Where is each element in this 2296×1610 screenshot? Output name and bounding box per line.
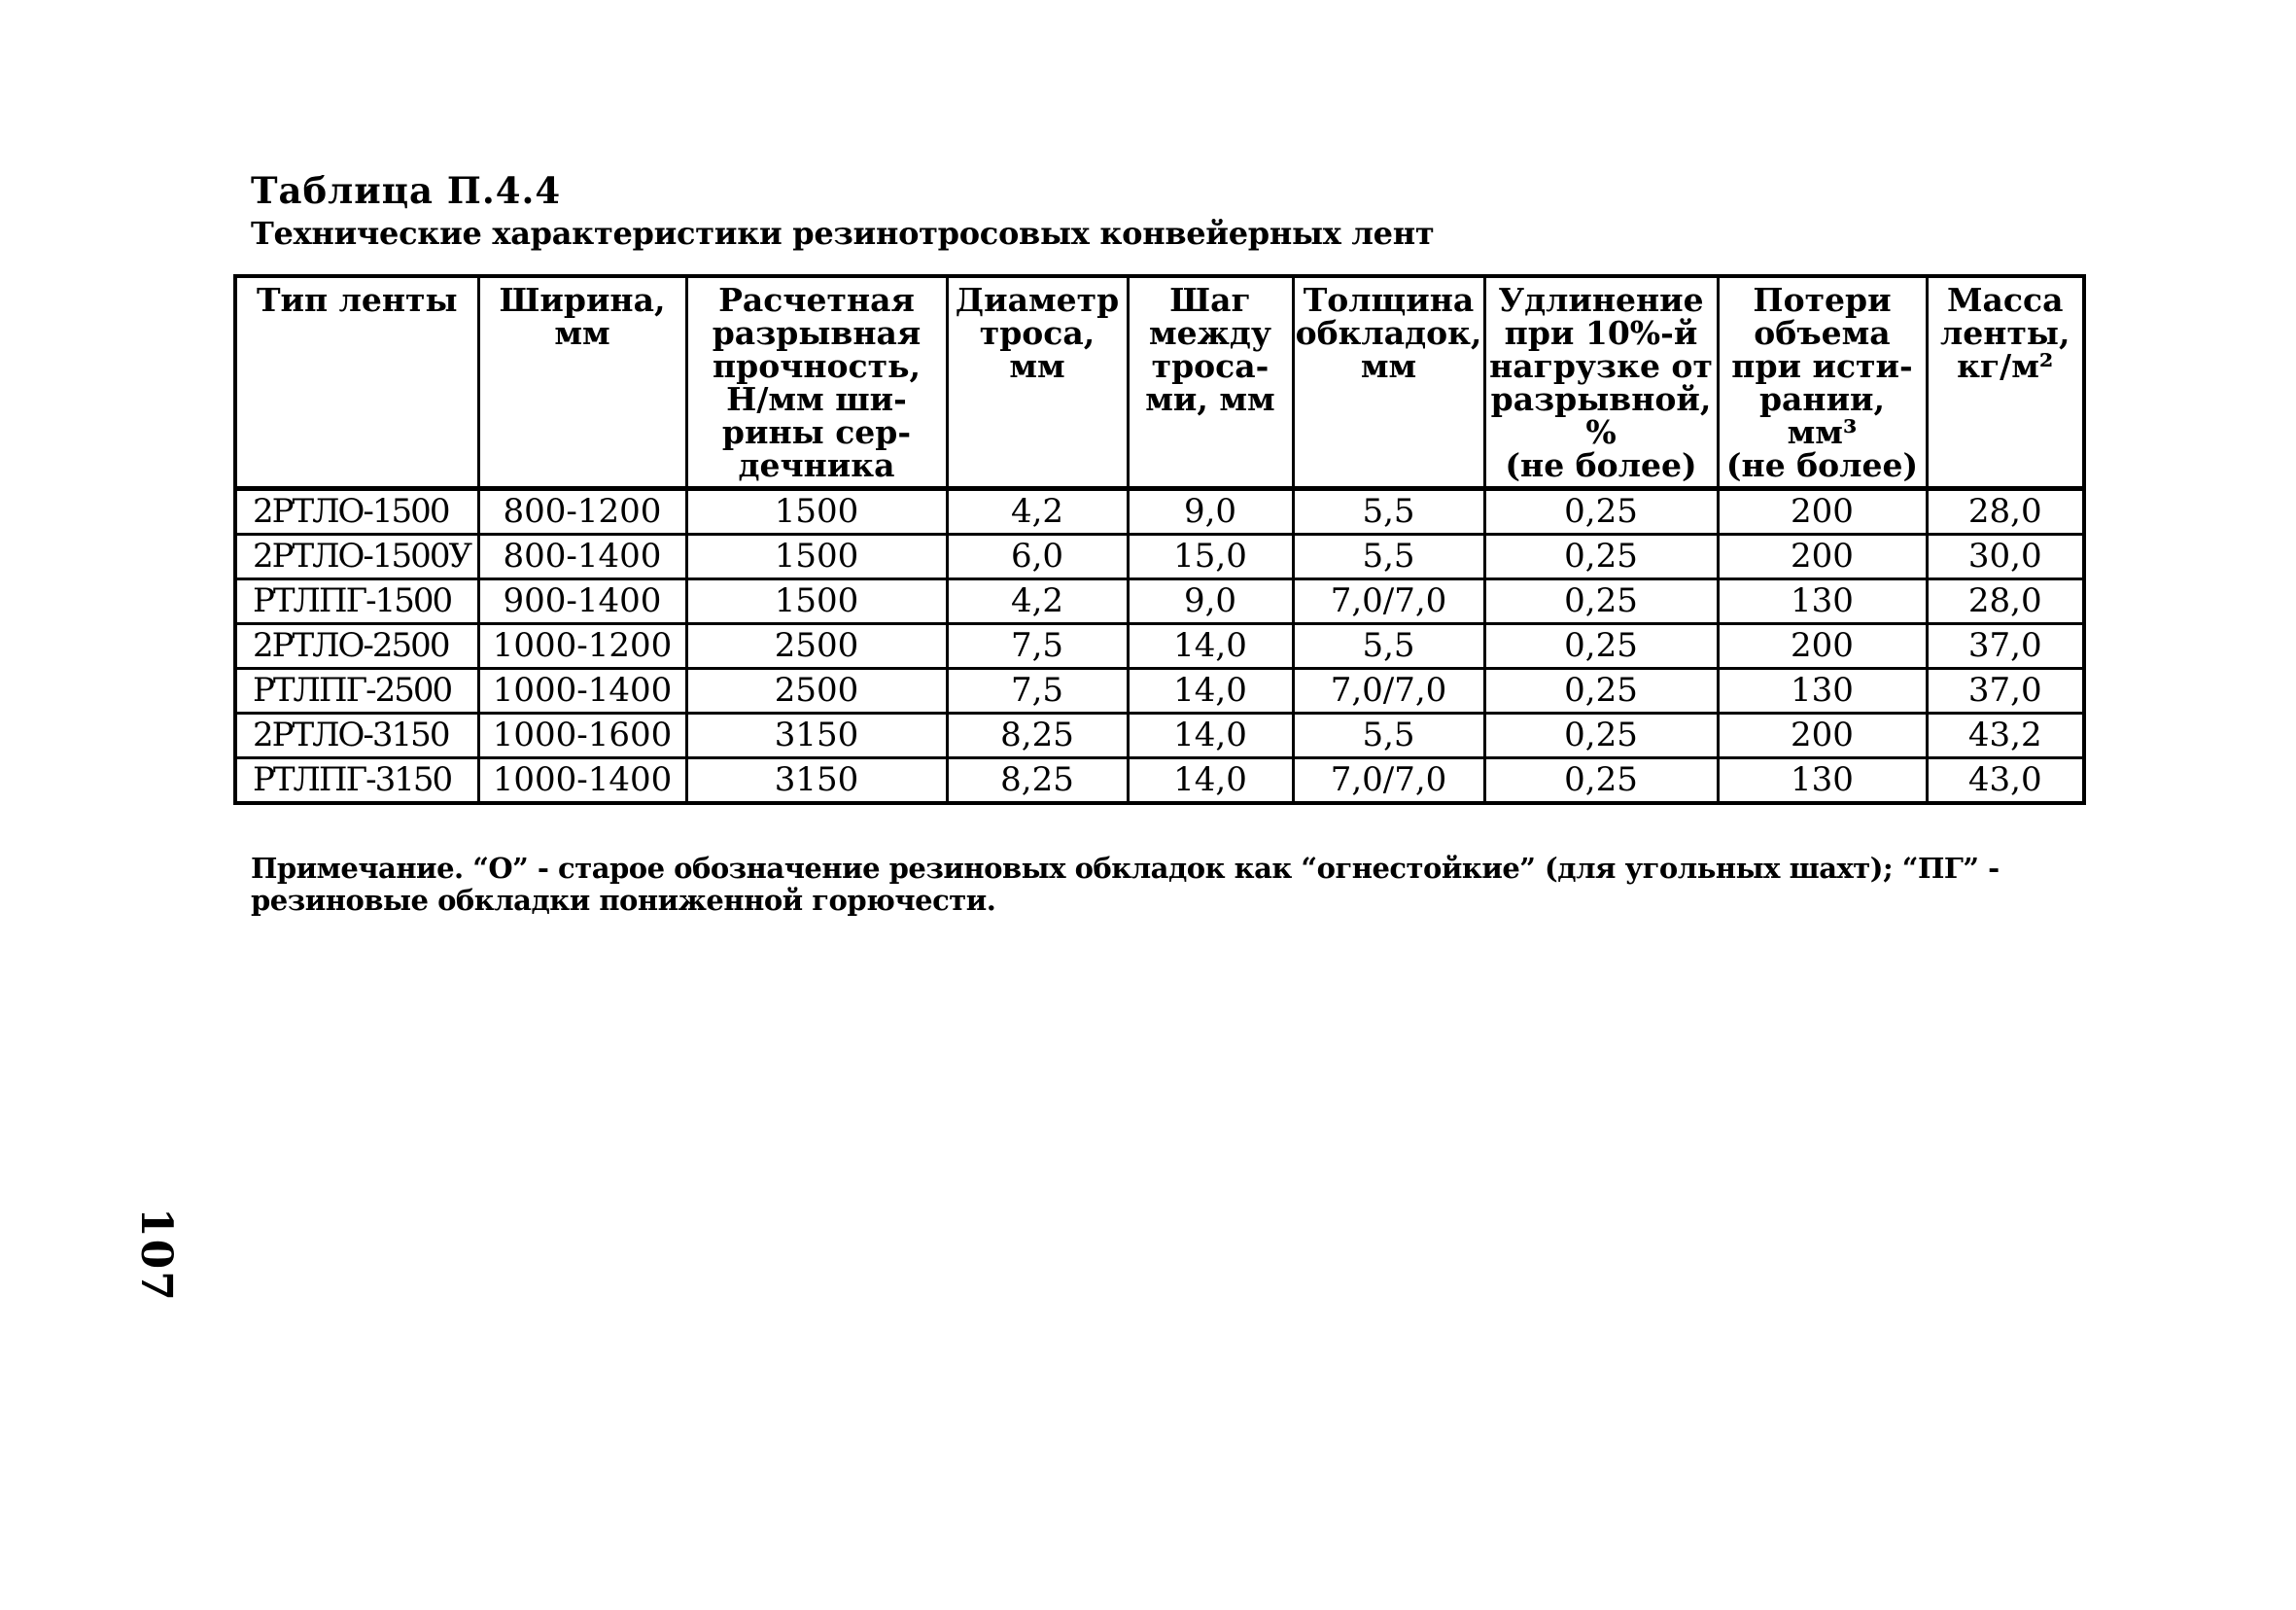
table-row (235, 578, 2084, 623)
cell-breaking-strength: 2500 (686, 623, 947, 668)
table-row (235, 623, 2084, 668)
cell-belt-mass: 43,0 (1927, 757, 2084, 803)
cell-cable-diameter: 6,0 (947, 534, 1128, 578)
cell-breaking-strength: 1500 (686, 534, 947, 578)
cell-elongation: 0,25 (1484, 668, 1718, 713)
header-cover-thickness: Толщина обкладок, мм (1293, 276, 1484, 488)
cell-cover-thickness: 5,5 (1293, 488, 1484, 534)
cell-belt-type: 2РТЛО-1500 (235, 488, 478, 534)
cell-width: 1000-1200 (478, 623, 686, 668)
table-row (235, 757, 2084, 803)
cell-abrasion-loss: 200 (1718, 534, 1927, 578)
cell-belt-type: 2РТЛО-2500 (235, 623, 478, 668)
cell-width: 1000-1600 (478, 713, 686, 757)
cell-belt-mass: 30,0 (1927, 534, 2084, 578)
cell-breaking-strength: 3150 (686, 757, 947, 803)
cell-belt-mass: 37,0 (1927, 668, 2084, 713)
header-belt-type: Тип ленты (235, 276, 478, 488)
cell-belt-type: РТЛПГ-3150 (235, 757, 478, 803)
cell-breaking-strength: 1500 (686, 578, 947, 623)
cell-cable-diameter: 7,5 (947, 668, 1128, 713)
cell-width: 800-1400 (478, 534, 686, 578)
cell-cover-thickness: 5,5 (1293, 623, 1484, 668)
cell-width: 900-1400 (478, 578, 686, 623)
cell-cable-diameter: 8,25 (947, 757, 1128, 803)
cell-cable-pitch: 9,0 (1128, 578, 1293, 623)
cell-cable-pitch: 14,0 (1128, 757, 1293, 803)
cell-cable-pitch: 14,0 (1128, 668, 1293, 713)
cell-cable-pitch: 14,0 (1128, 713, 1293, 757)
table-note: Примечание. “О” - старое обозначение резиновых обкладок как “огнестойкие” (для угольных шахт); “ПГ” - резиновые обкладки пониженной горючести. (251, 852, 2000, 917)
header-width: Ширина, мм (478, 276, 686, 488)
cell-belt-mass: 28,0 (1927, 488, 2084, 534)
cell-breaking-strength: 1500 (686, 488, 947, 534)
cell-belt-mass: 37,0 (1927, 623, 2084, 668)
cell-abrasion-loss: 130 (1718, 757, 1927, 803)
cell-cover-thickness: 7,0/7,0 (1293, 578, 1484, 623)
table-label: Таблица П.4.4 (251, 169, 562, 212)
cell-belt-type: 2РТЛО-3150 (235, 713, 478, 757)
cell-breaking-strength: 2500 (686, 668, 947, 713)
cell-cable-pitch: 15,0 (1128, 534, 1293, 578)
page-number: 107 (131, 1208, 181, 1303)
cell-cover-thickness: 7,0/7,0 (1293, 668, 1484, 713)
table-title: Технические характеристики резинотросовых конвейерных лент (251, 215, 1435, 252)
cell-belt-type: РТЛПГ-1500 (235, 578, 478, 623)
cell-abrasion-loss: 200 (1718, 488, 1927, 534)
cell-abrasion-loss: 130 (1718, 578, 1927, 623)
header-cable-pitch: Шаг между троса- ми, мм (1128, 276, 1293, 488)
cell-cover-thickness: 5,5 (1293, 713, 1484, 757)
cell-elongation: 0,25 (1484, 713, 1718, 757)
header-elongation: Удлинение при 10%-й нагрузке от разрывной, % (не более) (1484, 276, 1718, 488)
cell-belt-mass: 28,0 (1927, 578, 2084, 623)
cell-cable-diameter: 4,2 (947, 578, 1128, 623)
cell-width: 1000-1400 (478, 757, 686, 803)
cell-abrasion-loss: 200 (1718, 713, 1927, 757)
table-row (235, 713, 2084, 757)
table-row (235, 488, 2084, 534)
cell-cable-pitch: 9,0 (1128, 488, 1293, 534)
cell-cover-thickness: 7,0/7,0 (1293, 757, 1484, 803)
cell-elongation: 0,25 (1484, 578, 1718, 623)
header-cable-diameter: Диаметр троса, мм (947, 276, 1128, 488)
cell-abrasion-loss: 130 (1718, 668, 1927, 713)
cell-cover-thickness: 5,5 (1293, 534, 1484, 578)
cell-elongation: 0,25 (1484, 623, 1718, 668)
header-belt-mass: Масса ленты, кг/м² (1927, 276, 2084, 488)
cell-cable-diameter: 8,25 (947, 713, 1128, 757)
cell-cable-diameter: 4,2 (947, 488, 1128, 534)
cell-belt-type: 2РТЛО-1500У (235, 534, 478, 578)
table-header-row (235, 276, 2084, 488)
cell-elongation: 0,25 (1484, 757, 1718, 803)
header-abrasion-loss: Потери объема при исти- рании, мм³ (не более) (1718, 276, 1927, 488)
table-row (235, 668, 2084, 713)
cell-belt-mass: 43,2 (1927, 713, 2084, 757)
header-breaking-strength: Расчетная разрывная прочность, Н/мм ши- рины сер- дечника (686, 276, 947, 488)
table-row (235, 534, 2084, 578)
specifications-table (233, 274, 2086, 805)
cell-width: 800-1200 (478, 488, 686, 534)
cell-abrasion-loss: 200 (1718, 623, 1927, 668)
cell-elongation: 0,25 (1484, 488, 1718, 534)
cell-breaking-strength: 3150 (686, 713, 947, 757)
cell-width: 1000-1400 (478, 668, 686, 713)
cell-cable-pitch: 14,0 (1128, 623, 1293, 668)
cell-belt-type: РТЛПГ-2500 (235, 668, 478, 713)
cell-elongation: 0,25 (1484, 534, 1718, 578)
cell-cable-diameter: 7,5 (947, 623, 1128, 668)
